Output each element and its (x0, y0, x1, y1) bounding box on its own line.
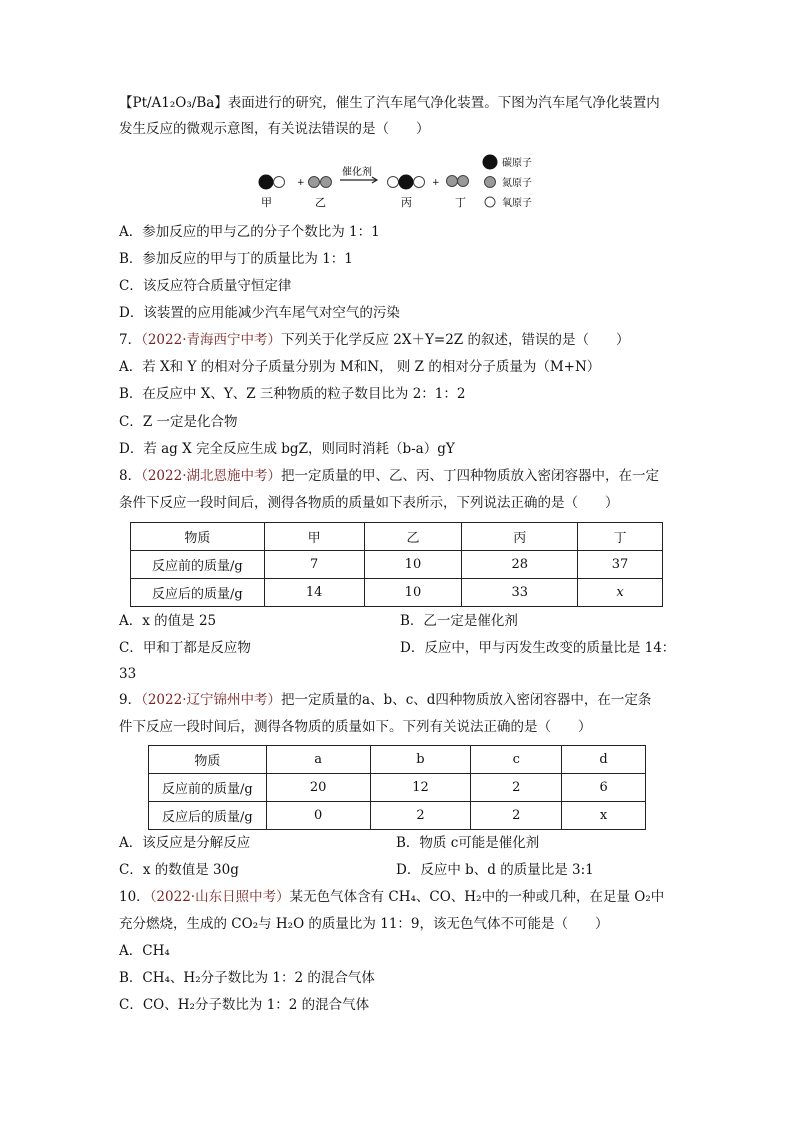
table-row: 物质 a b c d (149, 746, 646, 774)
molecule-bing (388, 175, 425, 190)
q10-option-c: C．CO、H₂分子数比为 1：2 的混合气体 (119, 997, 370, 1013)
table-row: 反应前的质量/g 7 10 28 37 (131, 551, 663, 579)
label-ding: 丁 (455, 196, 466, 209)
q7-option-d: D．若 ag X 完全反应生成 bgZ，则同时消耗（b-a）gY (119, 441, 455, 457)
legend-nitrogen: 氮原子 (502, 178, 532, 189)
legend-oxygen-icon (485, 197, 495, 207)
q9-table (148, 745, 646, 830)
table-row: 反应前的质量/g 20 12 2 6 (149, 774, 646, 802)
q7-stem: 7．（2022·青海西宁中考）下列关于化学反应 2X＋Y=2Z 的叙述，错误的是（ ） (119, 332, 630, 348)
q9-stem-line1: 9．（2022·辽宁锦州中考）把一定质量的a、b、c、d四种物质放入密闭容器中，在一定条 (119, 692, 652, 708)
molecule-jia (259, 175, 285, 190)
q8-source: （2022·湖北恩施中考） (141, 468, 281, 484)
q6-option-c: C．该反应符合质量守恒定律 (119, 278, 292, 294)
q9-stem-line2: 件下反应一段时间后，测得各物质的质量如下。下列有关说法正确的是（ ） (119, 719, 592, 735)
molecule-ding (447, 176, 469, 187)
q10-option-a: A．CH₄ (119, 943, 170, 959)
svg-text:+: + (432, 178, 440, 188)
legend-nitrogen-icon (485, 177, 496, 188)
q8-table (130, 522, 663, 607)
q6-option-d: D．该装置的应用能减少汽车尾气对空气的污染 (119, 305, 400, 321)
q8-option-a: A．x 的值是 25 (119, 613, 217, 629)
q6-option-a: A．参加反应的甲与乙的分子个数比为 1：1 (119, 224, 380, 240)
label-jia: 甲 (261, 196, 272, 209)
q7-option-b: B．在反应中 X、Y、Z 三种物质的粒子数目比为 2：1：2 (119, 386, 466, 402)
q8-option-d-cont: 33 (119, 666, 137, 682)
q9-option-a: A．该反应是分解反应 (119, 835, 251, 851)
reaction-diagram (250, 150, 550, 214)
legend-oxygen: 氧原子 (502, 198, 532, 209)
table-row: 反应后的质量/g 14 10 33 x (131, 579, 663, 607)
catalyst-label: 催化剂 (342, 167, 372, 178)
q8-stem-line2: 条件下反应一段时间后，测得各物质的质量如下表所示，下列说法正确的是（ ） (119, 495, 619, 511)
q7-source: （2022·青海西宁中考） (141, 332, 281, 348)
q8-option-c: C．甲和丁都是反应物 (119, 640, 251, 656)
q9-source: （2022·辽宁锦州中考） (141, 692, 281, 708)
q8-option-d: D．反应中，甲与丙发生改变的质量比是 14： (400, 640, 676, 656)
q9-option-d: D．反应中 b、d 的质量比是 3:1 (396, 862, 594, 878)
q6-stem-line1: 【Pt/A1₂O₃/Ba】表面进行的研究，催生了汽车尾气净化装置。下图为汽车尾气净化装置内 (119, 95, 660, 111)
q10-option-b: B．CH₄、H₂分子数比为 1：2 的混合气体 (119, 970, 375, 986)
q10-stem-line2: 充分燃烧，生成的 CO₂与 H₂O 的质量比为 11：9，该无色气体不可能是（ ） (119, 916, 609, 932)
q10-stem-line1: 10．（2022·山东日照中考）某无色气体含有 CH₄、CO、H₂中的一种或几种，在足量 O₂中 (119, 889, 665, 905)
q8-stem-line1: 8．（2022·湖北恩施中考）把一定质量的甲、乙、丙、丁四种物质放入密闭容器中，在一定 (119, 468, 659, 484)
legend-carbon-icon (483, 155, 498, 170)
q8-option-b: B．乙一定是催化剂 (400, 613, 518, 629)
q6-option-b: B．参加反应的甲与丁的质量比为 1：1 (119, 251, 353, 267)
q7-option-c: C．Z 一定是化合物 (119, 414, 238, 430)
q6-stem-line2: 发生反应的微观示意图，有关说法错误的是（ ） (119, 121, 430, 137)
table-row: 反应后的质量/g 0 2 2 x (149, 802, 646, 830)
label-bing: 丙 (401, 196, 412, 209)
molecule-yi (309, 177, 332, 188)
table-row: 物质 甲 乙 丙 丁 (131, 523, 663, 551)
q10-source: （2022·山东日照中考） (149, 889, 290, 905)
q9-option-b: B．物质 c可能是催化剂 (396, 835, 540, 851)
plus-sign: + (297, 178, 305, 188)
label-yi: 乙 (315, 196, 326, 209)
legend-carbon: 碳原子 (502, 158, 532, 169)
q9-option-c: C．x 的数值是 30g (119, 862, 239, 878)
q7-option-a: A．若 X和 Y 的相对分子质量分别为 M和N， 则 Z 的相对分子质量为（M+N） (119, 359, 601, 375)
